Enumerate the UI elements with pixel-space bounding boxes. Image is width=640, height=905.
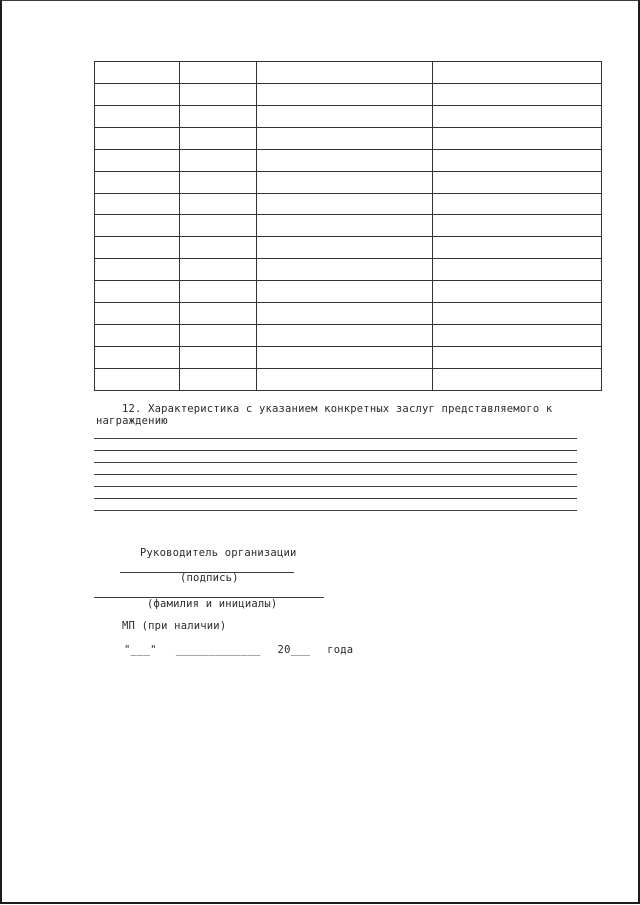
write-line[interactable] — [94, 450, 577, 451]
write-line[interactable] — [94, 438, 577, 439]
table-row — [95, 193, 602, 215]
table-cell[interactable] — [95, 259, 180, 281]
table-cell[interactable] — [95, 237, 180, 259]
date-month-field[interactable]: _____________ — [175, 644, 261, 656]
table-cell[interactable] — [180, 259, 257, 281]
head-of-organization-label: Руководитель организации — [140, 547, 297, 559]
table-cell[interactable] — [180, 127, 257, 149]
table-row — [95, 259, 602, 281]
table-cell[interactable] — [257, 171, 433, 193]
table-cell[interactable] — [433, 346, 602, 368]
table-cell[interactable] — [433, 62, 602, 84]
table-cell[interactable] — [257, 346, 433, 368]
table-row — [95, 127, 602, 149]
signature-caption: (подпись) — [180, 572, 239, 584]
table-row — [95, 149, 602, 171]
table-row — [95, 325, 602, 347]
table-cell[interactable] — [180, 149, 257, 171]
table-row — [95, 62, 602, 84]
write-line[interactable] — [94, 486, 577, 487]
table-row — [95, 171, 602, 193]
table-cell[interactable] — [95, 281, 180, 303]
table-cell[interactable] — [95, 193, 180, 215]
table-cell[interactable] — [433, 259, 602, 281]
table-cell[interactable] — [433, 368, 602, 390]
table-cell[interactable] — [433, 171, 602, 193]
table-row — [95, 281, 602, 303]
table-cell[interactable] — [257, 368, 433, 390]
table-cell[interactable] — [180, 105, 257, 127]
date-line — [124, 644, 353, 656]
table-cell[interactable] — [180, 215, 257, 237]
section-12-text — [96, 403, 581, 427]
table-cell[interactable] — [95, 83, 180, 105]
name-caption: (фамилия и инициалы) — [147, 598, 278, 610]
blank-table-body — [95, 62, 602, 391]
table-cell[interactable] — [433, 193, 602, 215]
table-cell[interactable] — [180, 346, 257, 368]
table-cell[interactable] — [433, 325, 602, 347]
table-row — [95, 303, 602, 325]
table-cell[interactable] — [95, 368, 180, 390]
table-cell[interactable] — [257, 105, 433, 127]
table-cell[interactable] — [257, 325, 433, 347]
section-12-line-2: награждению — [96, 415, 168, 427]
table-cell[interactable] — [433, 303, 602, 325]
table-cell[interactable] — [257, 215, 433, 237]
table-cell[interactable] — [95, 105, 180, 127]
write-line[interactable] — [94, 462, 577, 463]
table-row — [95, 237, 602, 259]
table-row — [95, 346, 602, 368]
section-12-heading: 12. Характеристика с указанием конкретных заслуг представляемого к — [122, 403, 553, 415]
write-line[interactable] — [94, 474, 577, 475]
table-cell[interactable] — [95, 215, 180, 237]
table-cell[interactable] — [180, 281, 257, 303]
table-cell[interactable] — [95, 346, 180, 368]
date-day-field[interactable]: ___ — [130, 644, 151, 656]
table-row — [95, 215, 602, 237]
table-cell[interactable] — [433, 149, 602, 171]
date-suffix: года — [327, 644, 354, 656]
table-cell[interactable] — [257, 127, 433, 149]
table-cell[interactable] — [180, 193, 257, 215]
blank-table — [94, 61, 602, 391]
table-cell[interactable] — [180, 303, 257, 325]
section-12-line-1 — [96, 403, 581, 415]
table-cell[interactable] — [257, 83, 433, 105]
table-cell[interactable] — [433, 237, 602, 259]
table-cell[interactable] — [95, 171, 180, 193]
date-quote-close: " — [150, 644, 157, 656]
write-line[interactable] — [94, 510, 577, 511]
table-cell[interactable] — [257, 303, 433, 325]
table-row — [95, 83, 602, 105]
table-cell[interactable] — [95, 127, 180, 149]
table-cell[interactable] — [180, 62, 257, 84]
table-cell[interactable] — [180, 83, 257, 105]
table-cell[interactable] — [95, 303, 180, 325]
write-line[interactable] — [94, 498, 577, 499]
table-cell[interactable] — [180, 171, 257, 193]
table-cell[interactable] — [433, 105, 602, 127]
table-cell[interactable] — [95, 149, 180, 171]
date-year-prefix: 20 — [277, 644, 291, 656]
table-row — [95, 368, 602, 390]
table-cell[interactable] — [433, 281, 602, 303]
table-cell[interactable] — [257, 237, 433, 259]
stamp-label: МП (при наличии) — [122, 620, 227, 632]
table-cell[interactable] — [95, 325, 180, 347]
table-cell[interactable] — [433, 215, 602, 237]
table-row — [95, 105, 602, 127]
table-cell[interactable] — [433, 127, 602, 149]
date-quote-open: " — [124, 644, 131, 656]
table-cell[interactable] — [180, 325, 257, 347]
table-cell[interactable] — [257, 62, 433, 84]
table-cell[interactable] — [257, 281, 433, 303]
table-cell[interactable] — [257, 149, 433, 171]
table-cell[interactable] — [180, 237, 257, 259]
table-cell[interactable] — [95, 62, 180, 84]
table-cell[interactable] — [433, 83, 602, 105]
table-cell[interactable] — [180, 368, 257, 390]
table-cell[interactable] — [257, 259, 433, 281]
date-year-field[interactable]: ___ — [290, 644, 311, 656]
table-cell[interactable] — [257, 193, 433, 215]
